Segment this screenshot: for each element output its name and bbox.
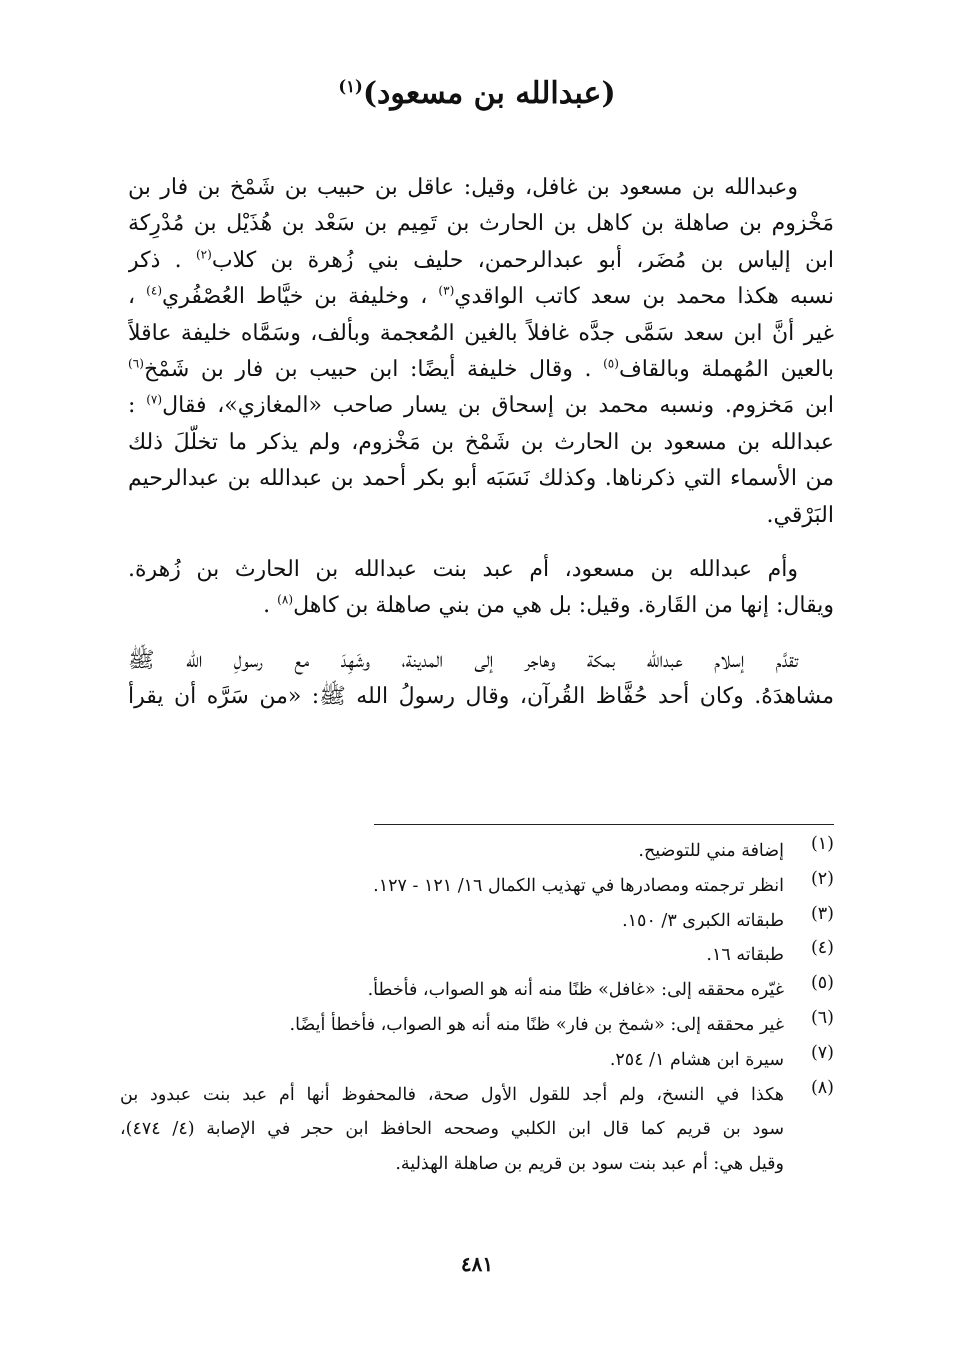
text-segment: ويقال: إنها من القَارة. وقيل: بل هي من بني صاهلة بن كاهل [293,593,834,619]
footnote-text: غيّره محققه إلى: «غافل» ظنًا منه أنه هو الصواب، فأخطأ. [367,980,784,1001]
text-segment: ابن مَخزوم. ونسبه محمد بن إسحاق بن يسار صاحب «المغازي»، فقال [162,393,834,419]
footnote-text: وقيل هي: أم عبد بنت سود بن قريم بن صاهلة الهذلية. [395,1154,784,1175]
text-line [128,588,834,624]
footnote-text: طبقاته ١٦. [706,945,784,966]
footnote-text: هكذا في النسخ، ولم أجد للقول الأول صحة، فالمحفوظ أنها أم عبد بنت عبدود بن [120,1084,784,1105]
footnote-item [120,869,834,904]
text-line: تقدَّم إسلام عبدالله بمكة وهاجر إلى المدينة، وشَهِدَ مع رسولِ الله ﷺ [128,647,798,673]
footnote-text: انظر ترجمته ومصادرها في تهذيب الكمال ١٦/ ١٢١ - ١٢٧. [373,875,784,896]
text-line [128,352,834,388]
text-line: البَرْقي. [766,502,834,528]
footnote-number: (٧) [810,1042,834,1063]
text-line: وأم عبدالله بن مسعود، أم عبد بنت عبدالله بن الحارث بن زُهرة. [128,556,798,582]
footnote-text: سود بن قريم كما قال ابن الكلبي وصححه الحافظ ابن حجر في الإصابة (٤/ ٤٧٤)، [120,1119,784,1140]
footnote-item [120,1043,834,1078]
footnote-number: (١) [810,834,834,854]
footnote-item [120,904,834,939]
footnote-text: غير محققه إلى: «شمخ بن فار» ظنًا منه أنه هو الصواب، فأخطأ أيضًا. [289,1014,784,1035]
title-footnote-ref[interactable]: (١) [338,77,363,96]
text-segment: بالعين المُهملة وبالقاف [619,356,834,382]
footnote-text: سيرة ابن هشام ١/ ٢٥٤. [609,1049,784,1070]
footnote-ref[interactable]: (٨) [277,592,294,607]
main-text [128,170,834,715]
text-line: وعبدالله بن مسعود بن غافل، وقيل: عاقل بن حبيب بن شَمْخ بن فار بن [128,175,798,200]
paragraph-islam [128,643,834,716]
text-line: مشاهدَهُ. وكان أحد حُفَّاظ القُرآن، وقال رسولُ الله ﷺ: «من سَرَّه أن يقرأ [128,684,834,710]
footnote-item [120,938,834,973]
text-line [128,388,834,424]
paragraph-lineage [128,170,834,534]
page-number: ٤٨١ [460,1252,494,1276]
footnote-ref[interactable]: (٢) [195,247,212,262]
footnote-ref[interactable]: (٥) [603,356,619,371]
chapter-title [0,70,954,118]
text-segment: : [128,393,136,419]
text-segment: . ذكر [128,247,182,273]
text-segment: نسبه هكذا محمد بن سعد كاتب الواقدي [454,284,834,310]
text-segment: ، [128,284,136,310]
text-segment: . وقال خليفة أيضًا: ابن حبيب بن فار بن شَمْخ [143,356,592,382]
text-line [128,279,834,315]
footnotes [120,834,834,1182]
footnote-number: (٨) [810,1077,834,1098]
footnote-item [120,834,834,869]
paragraph-mother [128,552,834,625]
footnote-number: (٤) [810,938,834,959]
text-line: مَخْزوم بن صاهلة بن كاهل بن الحارث بن تَمِيم بن سَعْد بن هُذَيْل بن مُدْرِكة [128,211,834,237]
footnote-divider [374,824,834,825]
footnote-item [120,973,834,1008]
paragraph-gap [128,534,834,552]
paragraph-gap [128,625,834,643]
text-line: من الأسماء التي ذكرناها. وكذلك نَسَبَه أبو بكر أحمد بن عبدالله بن عبدالرحيم [128,466,834,492]
footnote-number: (٥) [810,973,834,994]
footnote-ref[interactable]: (٦) [128,356,144,371]
footnote-item [120,1008,834,1043]
footnote-number: (٣) [810,903,834,924]
text-segment: ، وخليفة بن خيَّاط العُصْفُري [162,284,428,310]
footnote-ref[interactable]: (٤) [146,283,163,298]
text-segment: ابن إلياس بن مُضَر، أبو عبدالرحمن، حليف بني زُهرة بن كلاب [211,247,834,273]
footnote-text: إضافة مني للتوضيح. [638,841,784,861]
footnote-ref[interactable]: (٧) [146,393,163,408]
text-segment: . [263,593,271,619]
footnote-item [120,1078,834,1182]
text-line: عبدالله بن مسعود بن الحارث بن شَمْخ بن مَخْزوم، ولم يذكر ما تخلَّلَ ذلك [128,429,834,455]
text-line: غير أنَّ ابن سعد سَمَّى جدَّه غافلاً بالغين المُعجمة وبألف، وسَمَّاه خليفة عاقلاً [128,320,834,346]
footnote-ref[interactable]: (٣) [438,283,455,298]
text-line [128,243,834,279]
footnote-number: (٢) [810,868,834,889]
chapter-title-text: (عبدالله بن مسعود) [362,76,616,111]
footnote-number: (٦) [810,1007,834,1028]
footnote-text: طبقاته الكبرى ٣/ ١٥٠. [622,910,784,931]
